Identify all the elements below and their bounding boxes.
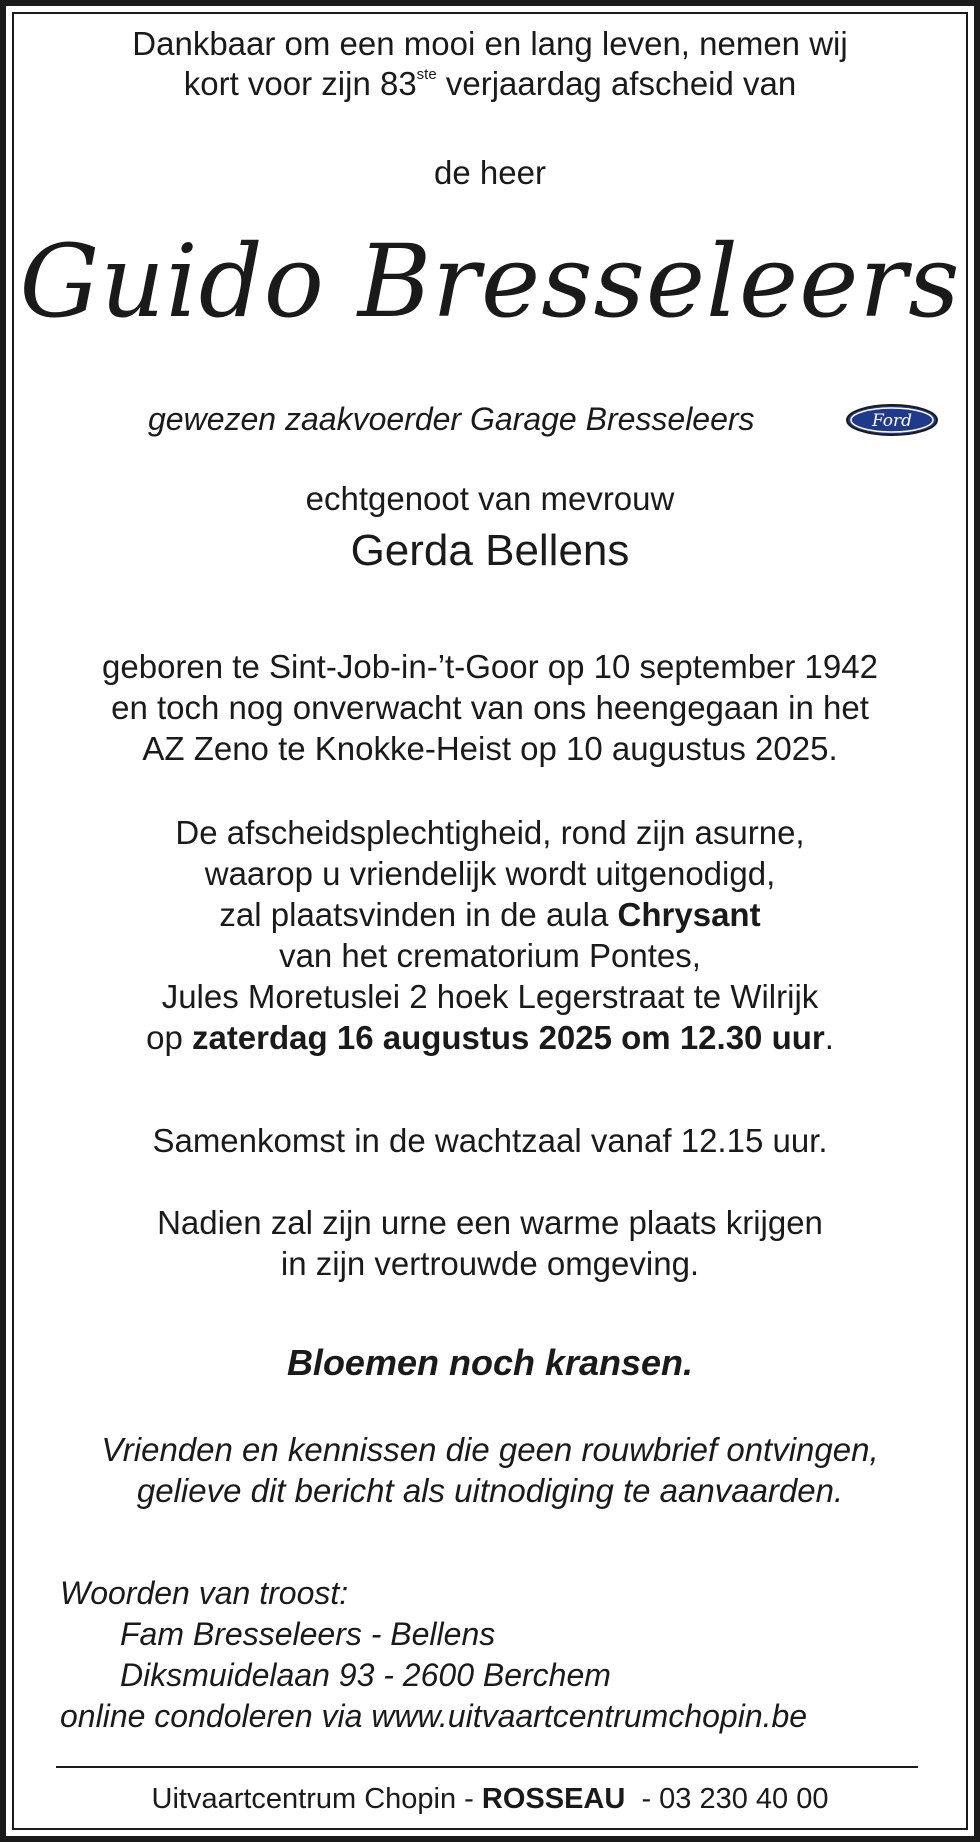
intro-line-1: Dankbaar om een mooi en lang leven, nemen wij: [132, 25, 848, 62]
intro-line-2: [0, 64, 980, 104]
ford-logo-text: Ford: [871, 411, 913, 431]
intro-line-2-pre: kort voor zijn 83: [183, 65, 417, 102]
birth-line-1: geboren te Sint-Job-in-’t-Goor op 10 september 1942: [102, 648, 878, 685]
spouse-label: echtgenoot van mevrouw: [305, 480, 675, 517]
ceremony-line-5: Jules Moretuslei 2 hoek Legerstraat te Wilrijk: [161, 978, 819, 1015]
ceremony-line-3: [0, 895, 980, 935]
ceremony-line-4: van het crematorium Pontes,: [279, 937, 701, 974]
invitation-line-1: Vrienden en kennissen die geen rouwbrief ontvingen,: [101, 1431, 879, 1468]
footer-brand: ROSSEAU: [481, 1783, 626, 1815]
ceremony-line-6: [0, 1018, 980, 1058]
ceremony-line-3-pre: zal plaatsvinden in de aula: [219, 896, 618, 933]
ceremony-line-2: waarop u vriendelijk wordt uitgenodigd,: [204, 855, 776, 892]
footer-phone: - 03 230 40 00: [625, 1783, 829, 1815]
ceremony-line-6-post: .: [824, 1019, 834, 1056]
ceremony-line-6-pre: op: [146, 1019, 192, 1056]
online-condolence: online condoleren via www.uitvaartcentrumchopin.be: [60, 1698, 808, 1734]
invitation-line-2: gelieve dit bericht als uitnodiging te aanvaarden.: [136, 1472, 844, 1509]
footer-pre: Uitvaartcentrum Chopin -: [151, 1783, 482, 1815]
spouse-name: Gerda Bellens: [350, 526, 630, 575]
ordinal-suffix: ste: [416, 66, 437, 83]
birth-line-2: en toch nog onverwacht van ons heengegaan in het: [111, 689, 869, 726]
deceased-name: Guido Bresseleers: [19, 223, 961, 340]
intro-line-2-post: verjaardag afscheid van: [436, 65, 797, 102]
footer-divider: [56, 1766, 918, 1768]
funeral-home-footer: [0, 1780, 980, 1818]
salutation: de heer: [434, 154, 546, 191]
birth-line-3: AZ Zeno te Knokke-Heist op 10 augustus 2025.: [142, 730, 838, 767]
role-line: gewezen zaakvoerder Garage Bresseleers: [148, 401, 755, 437]
ceremony-line-1: De afscheidsplechtigheid, rond zijn asurne,: [175, 814, 805, 851]
ceremony-datetime: zaterdag 16 augustus 2025 om 12.30 uur: [191, 1019, 825, 1056]
gathering-line: Samenkomst in de wachtzaal vanaf 12.15 uur.: [152, 1122, 828, 1159]
condolence-address: Diksmuidelaan 93 - 2600 Berchem: [120, 1657, 611, 1693]
aula-name: Chrysant: [617, 896, 761, 933]
ford-logo-icon: [845, 403, 939, 437]
urn-line-2: in zijn vertrouwde omgeving.: [280, 1245, 700, 1282]
flowers-line: Bloemen noch kransen.: [286, 1342, 694, 1383]
condolence-label: Woorden van troost:: [60, 1575, 349, 1611]
urn-line-1: Nadien zal zijn urne een warme plaats krijgen: [157, 1204, 823, 1241]
condolence-family: Fam Bresseleers - Bellens: [120, 1616, 496, 1652]
